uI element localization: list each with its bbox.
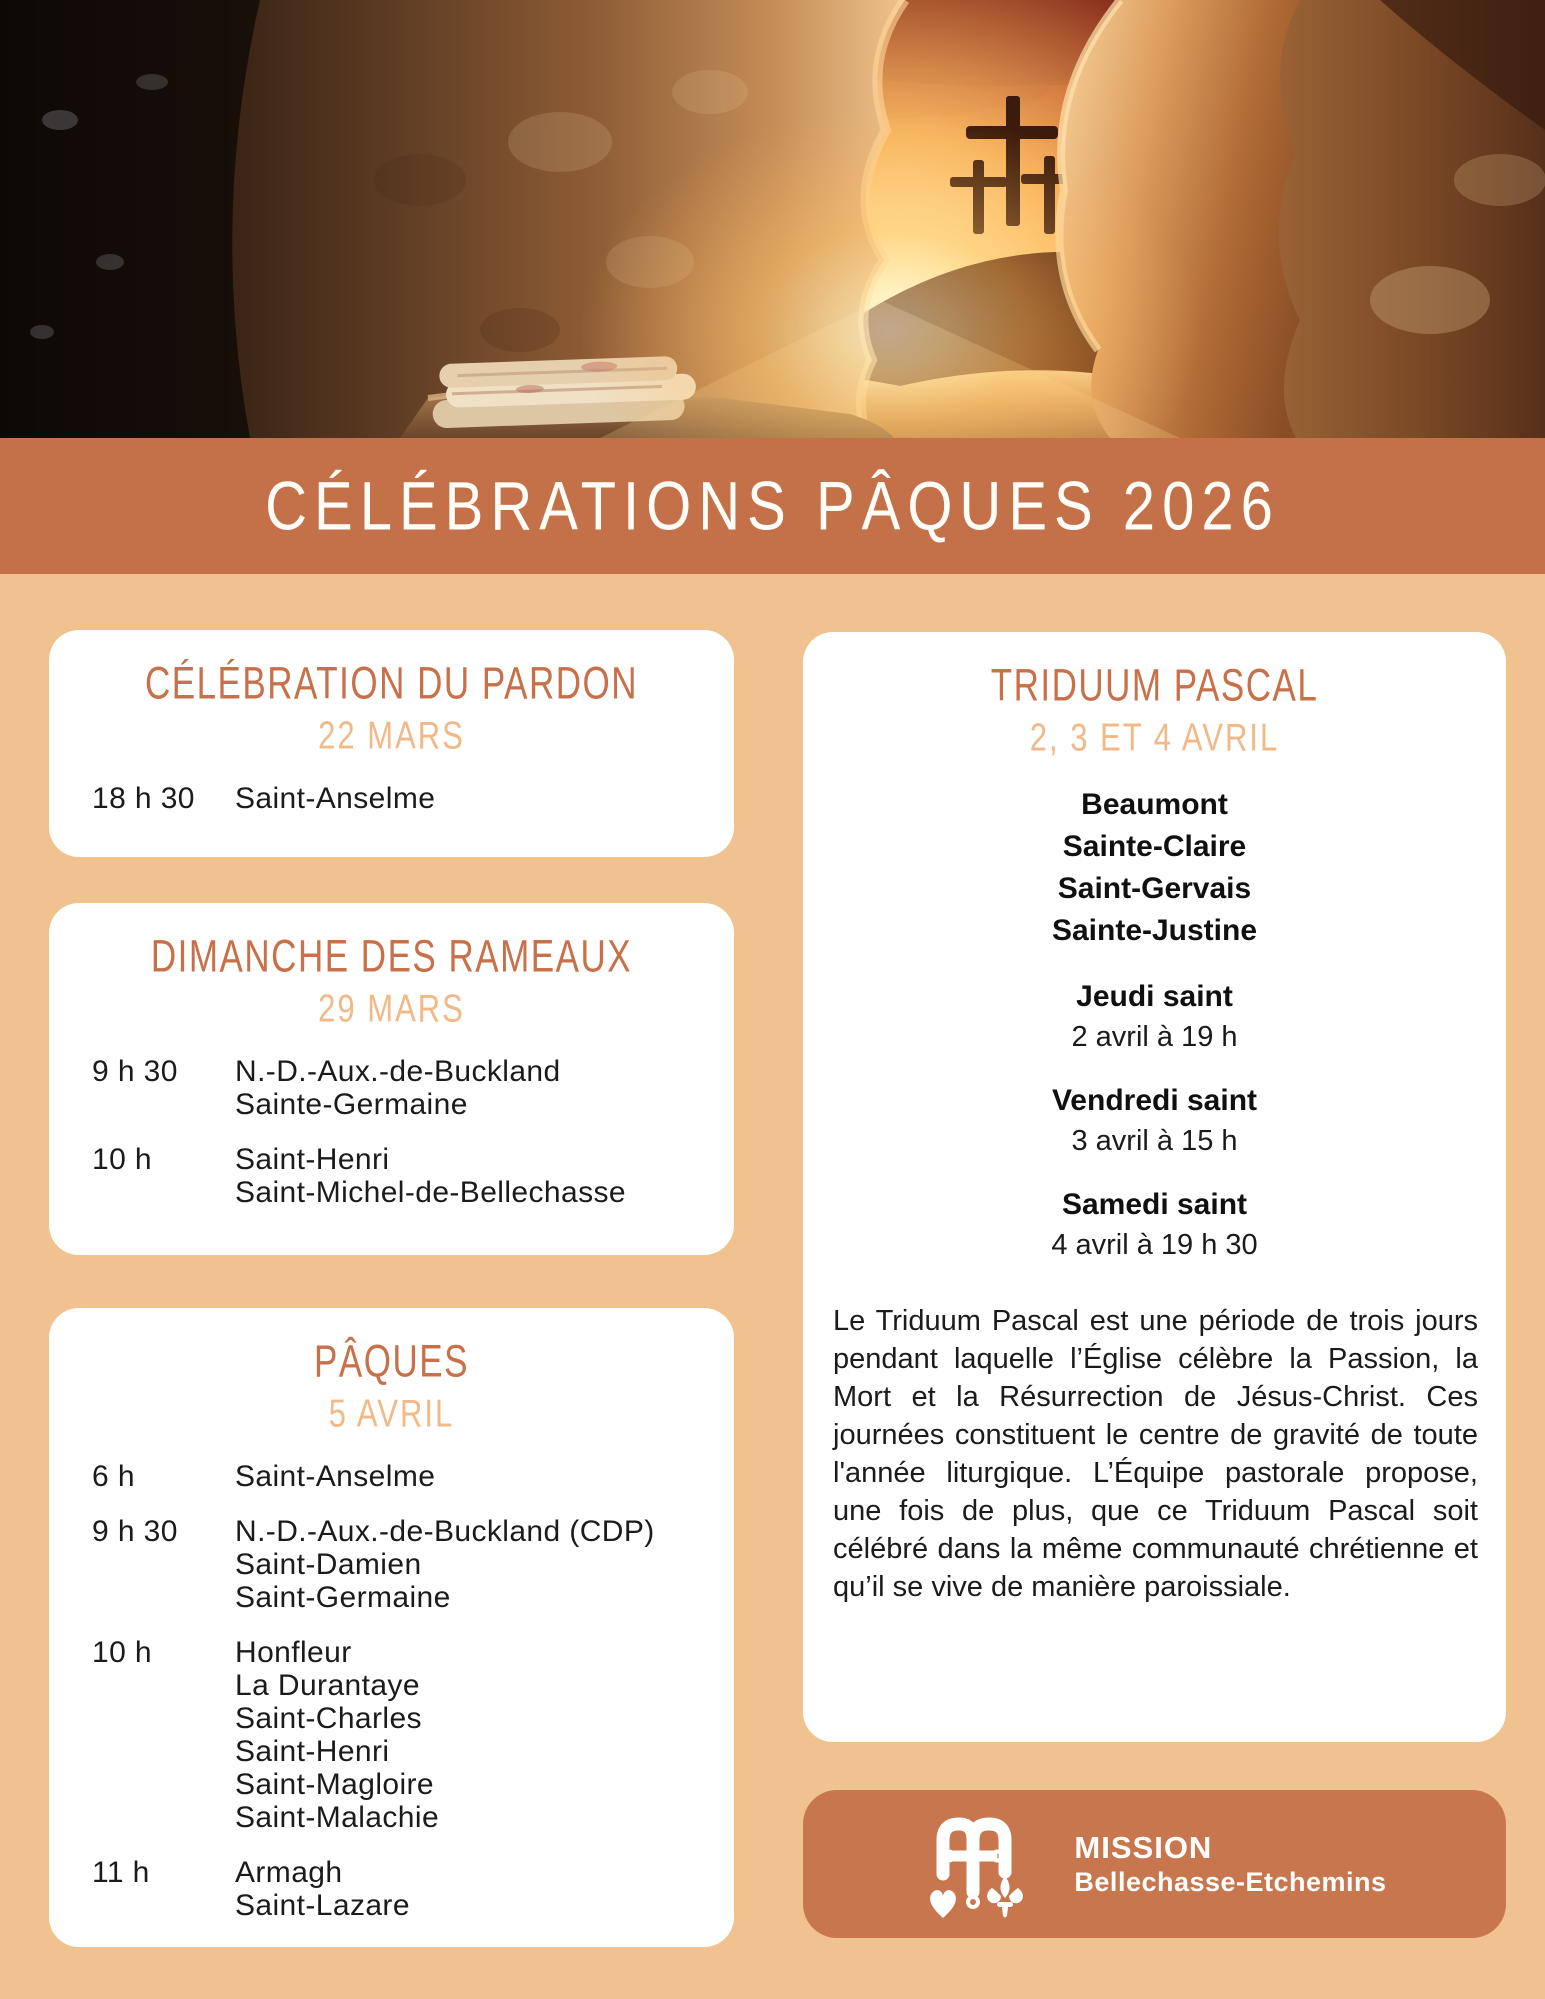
- card-date: 5 AVRIL: [328, 1391, 455, 1436]
- card-title: CÉLÉBRATION DU PARDON: [144, 658, 639, 709]
- schedule-row: [92, 1460, 718, 1493]
- card-triduum-pascal: [803, 632, 1506, 1742]
- schedule-place: Saint-Malachie: [235, 1801, 440, 1834]
- schedule-place: N.-D.-Aux.-de-Buckland (CDP): [235, 1515, 655, 1548]
- page-title: CÉLÉBRATIONS PÂQUES 2026: [265, 467, 1280, 545]
- schedule-row: [92, 1143, 718, 1209]
- card-title: TRIDUUM PASCAL: [990, 660, 1319, 711]
- title-banner: [0, 438, 1545, 574]
- card-dimanche-des-rameaux: [49, 903, 734, 1255]
- card-title: DIMANCHE DES RAMEAUX: [150, 931, 633, 982]
- schedule-row: [92, 782, 718, 815]
- card-date: 2, 3 ET 4 AVRIL: [1029, 715, 1280, 760]
- card-celebration-du-pardon: [49, 630, 734, 857]
- schedule-place: Saint-Charles: [235, 1702, 422, 1735]
- heart-icon: [930, 1890, 956, 1918]
- schedule-place: Saint-Anselme: [235, 1460, 436, 1493]
- schedule-row: [92, 1856, 718, 1922]
- day-time: 3 avril à 15 h: [1071, 1125, 1238, 1157]
- schedule-place: Sainte-Germaine: [235, 1088, 468, 1121]
- mission-monogram-icon: [922, 1810, 1050, 1922]
- church-name: Saint-Gervais: [1057, 872, 1252, 905]
- schedule-place: Saint-Anselme: [235, 782, 436, 815]
- triduum-day: [803, 1080, 1506, 1160]
- schedule-place: Saint-Germaine: [235, 1581, 451, 1614]
- schedule-place: Saint-Magloire: [235, 1768, 435, 1801]
- schedule-place: Honfleur: [235, 1636, 352, 1669]
- mission-logo-card: [803, 1790, 1506, 1938]
- schedule-place: Saint-Henri: [235, 1735, 390, 1768]
- schedule-place: N.-D.-Aux.-de-Buckland: [235, 1055, 561, 1088]
- church-name: Beaumont: [1081, 788, 1228, 821]
- church-name: Sainte-Claire: [1062, 830, 1247, 863]
- card-date: 29 MARS: [318, 986, 465, 1031]
- card-date: 22 MARS: [318, 713, 465, 758]
- triduum-day: [803, 976, 1506, 1056]
- schedule-place: Armagh: [235, 1856, 343, 1889]
- logo-name: MISSION: [1074, 1830, 1213, 1865]
- day-name: Samedi saint: [1061, 1188, 1248, 1221]
- schedule-time: 18 h 30: [92, 782, 195, 815]
- schedule-row: [92, 1055, 718, 1121]
- day-time: 4 avril à 19 h 30: [1051, 1229, 1258, 1261]
- schedule-place: Saint-Henri: [235, 1143, 390, 1176]
- card-title: PÂQUES: [314, 1336, 469, 1387]
- day-name: Jeudi saint: [1076, 980, 1233, 1013]
- schedule-time: 11 h: [92, 1856, 150, 1889]
- triduum-description: Le Triduum Pascal est une période de trois jours pendant laquelle l’Église célèbre la Passion, la Mort et la Résurrection de Jésus-Christ. Ces journées constituent le centre de gravité de toute l'année liturgique. L’Équipe pastorale propose, une fois de plus, que ce Triduum Pascal soit célébré dans la même communauté chrétienne et qu’il se vive de manière paroissiale.: [833, 1305, 1478, 1603]
- schedule-row: [92, 1636, 718, 1834]
- church-name: Sainte-Justine: [1051, 914, 1258, 947]
- triduum-churches: [803, 784, 1506, 952]
- schedule-place: Saint-Michel-de-Bellechasse: [235, 1176, 626, 1209]
- day-time: 2 avril à 19 h: [1071, 1021, 1238, 1053]
- triduum-day: [803, 1184, 1506, 1264]
- schedule-place: Saint-Damien: [235, 1548, 422, 1581]
- schedule-time: 9 h 30: [92, 1515, 178, 1548]
- day-name: Vendredi saint: [1051, 1084, 1258, 1117]
- schedule-time: 10 h: [92, 1143, 152, 1176]
- schedule-time: 9 h 30: [92, 1055, 178, 1088]
- logo-subname: Bellechasse-Etchemins: [1074, 1867, 1387, 1897]
- schedule-time: 6 h: [92, 1460, 135, 1493]
- card-paques: [49, 1308, 734, 1947]
- schedule-place: Saint-Lazare: [235, 1889, 410, 1922]
- schedule-row: [92, 1515, 718, 1614]
- schedule-time: 10 h: [92, 1636, 152, 1669]
- fleur-de-lis-icon: [988, 1876, 1024, 1918]
- schedule-place: La Durantaye: [235, 1669, 420, 1702]
- tomb-sunrise-photo: [0, 0, 1545, 438]
